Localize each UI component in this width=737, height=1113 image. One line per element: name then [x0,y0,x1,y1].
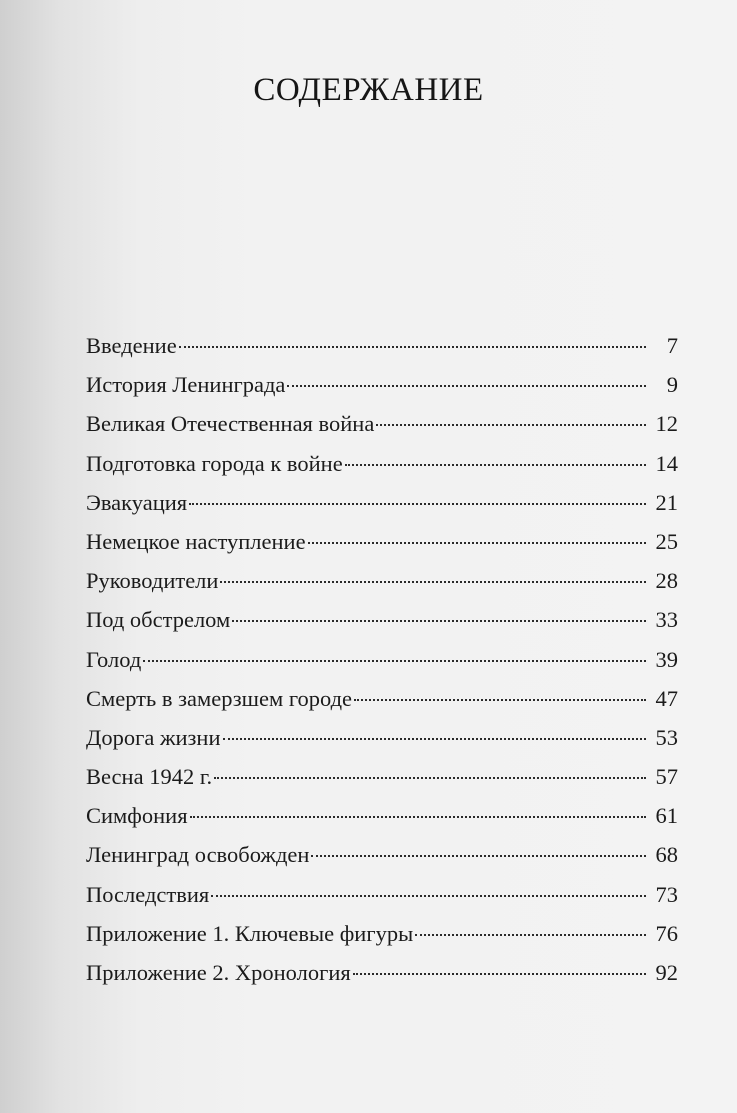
toc-entry [86,875,678,914]
dot-leader [287,385,646,387]
toc-entry-title: Голод [86,646,142,672]
toc-entry-title: Подготовка города к войне [86,450,343,476]
toc-entry [86,483,678,522]
toc-entry-title: Симфония [86,803,188,829]
dot-leader [354,699,646,701]
toc-entry-page-number: 76 [655,920,678,946]
toc-entry-title: Последствия [86,881,210,907]
toc-entry-title: Руководители [86,568,219,594]
toc-entry [86,444,678,483]
toc-entry-page-number: 57 [655,764,678,790]
dot-leader [308,542,646,544]
toc-entry-page-number: 9 [666,372,678,398]
toc-entry-page-number: 47 [655,685,678,711]
toc-entry [86,326,678,365]
dot-leader [211,895,646,897]
toc-entry-title: Под обстрелом [86,607,231,633]
toc-entry [86,404,678,443]
toc-entry-page-number: 61 [655,803,678,829]
dot-leader [214,777,646,779]
toc-entry-page-number: 25 [655,528,678,554]
toc-entry-title: История Ленинграда [86,372,286,398]
toc-entry-title: Ленинград освобожден [86,842,310,868]
toc-entry-title: Смерть в замерзшем городе [86,685,353,711]
toc-entry-page-number: 53 [655,724,678,750]
dot-leader [189,503,646,505]
toc-entry-title: Весна 1942 г. [86,764,213,790]
toc-entry-page-number: 68 [655,842,678,868]
toc-entry-page-number: 7 [666,333,678,358]
dot-leader [311,855,646,857]
toc-entry [86,561,678,600]
dot-leader [353,973,646,975]
toc-entry [86,757,678,796]
toc-entry [86,600,678,639]
toc-entry-title: Великая Отечественная война [86,411,375,437]
toc-entry [86,640,678,679]
toc-entry-page-number: 39 [655,646,678,672]
toc-entry-title: Приложение 1. Ключевые фигуры [86,920,414,946]
toc-entry-page-number: 14 [655,450,678,476]
toc-entry-page-number: 21 [655,489,678,515]
dot-leader [223,738,647,740]
dot-leader [232,620,646,622]
dot-leader [190,816,646,818]
toc-entry-page-number: 28 [655,568,678,594]
toc-entry-page-number: 12 [655,411,678,437]
toc-entry-title: Эвакуация [86,489,188,515]
dot-leader [415,934,646,936]
toc-entry [86,835,678,874]
page-title: СОДЕРЖАНИЕ [253,72,484,108]
toc-entry [86,522,678,561]
toc-entry [86,679,678,718]
dot-leader [143,660,646,662]
toc-entry-page-number: 92 [655,960,678,985]
toc-entry-title: Приложение 2. Хронология [86,960,351,985]
dot-leader [345,464,646,466]
dot-leader [179,346,646,348]
toc-entry-page-number: 73 [655,881,678,907]
toc-entry [86,914,678,953]
toc-entry-title: Введение [86,333,177,358]
toc-entry-title: Немецкое наступление [86,528,306,554]
toc-entry-page-number: 33 [655,607,678,633]
dot-leader [376,424,646,426]
toc-entry [86,953,678,992]
toc-entry [86,365,678,404]
toc-entry [86,718,678,757]
table-of-contents [86,326,678,992]
toc-entry-title: Дорога жизни [86,724,221,750]
dot-leader [220,581,646,583]
toc-entry [86,796,678,835]
